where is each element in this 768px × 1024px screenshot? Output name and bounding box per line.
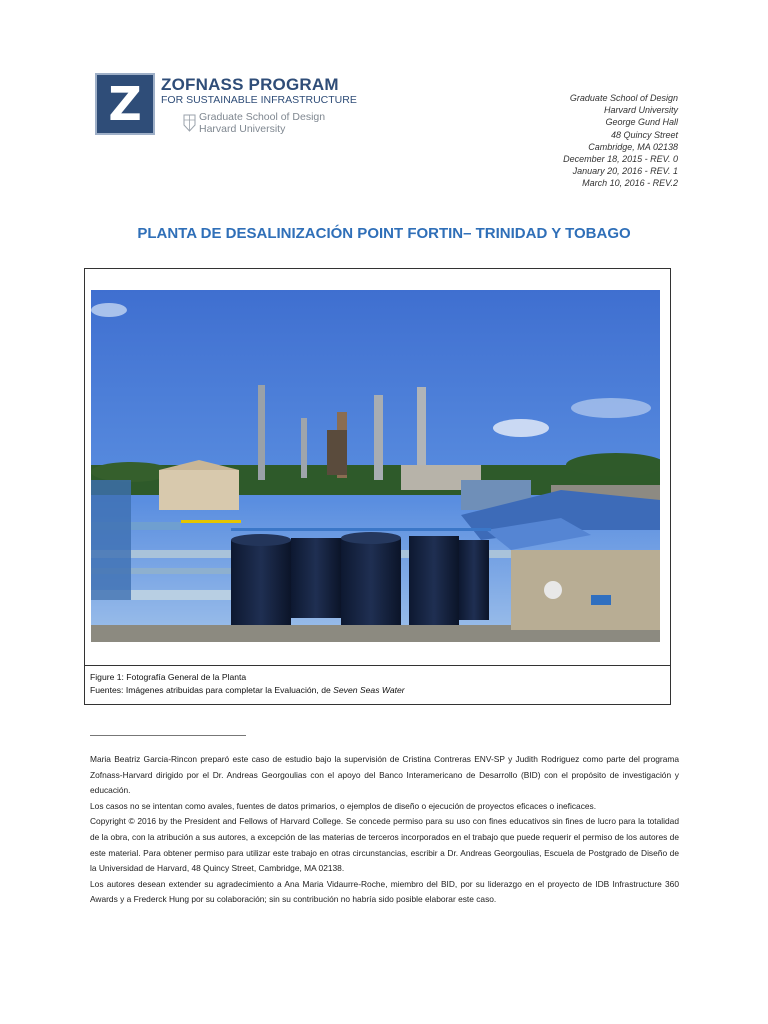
caption-source-prefix: Fuentes: Imágenes atribuidas para completar la Evaluación, de: [90, 685, 334, 695]
address-line: Graduate School of Design: [569, 93, 678, 103]
footnote-rule: [90, 735, 246, 736]
footnote-acknowledgement: Los autores desean extender su agradecimiento a Ana Maria Vidaurre-Roche, miembro del BID, por su liderazgo en el proyecto de IDB Infrastructure 360 Awards y a Frederck Hung por su colaboración; sin su contribución no habría sido posible elaborar este caso.: [90, 878, 679, 905]
gsd-line2: Harvard University: [199, 123, 286, 135]
gsd-text: [199, 111, 325, 135]
logo-title: ZOFNASS PROGRAM: [161, 75, 339, 94]
revision-date: January 20, 2016 - REV. 1: [572, 166, 678, 177]
figure-frame: [84, 268, 671, 705]
gsd-shield-icon: [183, 113, 196, 133]
address-line: Cambridge, MA 02138: [588, 141, 678, 152]
footnotes: [90, 752, 679, 908]
logo-letter: Z: [108, 77, 142, 131]
caption-source-italic: Seven Seas Water: [333, 685, 405, 695]
document-title: PLANTA DE DESALINIZACIÓN POINT FORTIN– TRINIDAD Y TOBAGO: [137, 225, 631, 242]
zofnass-logo: [95, 73, 357, 137]
address-line: George Gund Hall: [605, 117, 678, 128]
footnote-copyright: Copyright © 2016 by the President and Fellows of Harvard College. Se concede permiso para su uso con fines educativos sin fines de lucro para la totalidad de la obra, con la atribución a sus autores, a excepción de las materias de terceros incorporados en el trabajo que puede requerir el permiso de los autores de este material. Para obtener permiso para utilizar este trabajo en otras circunstancias, escribir a Dr. Andreas Georgoulias, Escuela de Postgrado de Diseño de la Universidad de Harvard, 48 Quincy Street, Cambridge, MA 02138.: [90, 816, 679, 874]
logo-subtitle: FOR SUSTAINABLE INFRASTRUCTURE: [161, 94, 357, 106]
address-line: 48 Quincy Street: [610, 129, 678, 140]
caption-line-1: Figure 1: Fotografía General de la Planta: [90, 672, 247, 682]
address-line: Harvard University: [603, 105, 678, 116]
caption-line-2: [90, 684, 405, 697]
plant-photo-illustration: [91, 290, 660, 642]
logo-mark: [95, 73, 155, 135]
footnote-disclaimer: Los casos no se intentan como avales, fuentes de datos primarios, o ejemplos de diseño o ejecución de proyectos eficaces o ineficaces.: [90, 800, 597, 811]
footnote-authors: Maria Beatriz Garcia-Rincon preparó este caso de estudio bajo la supervisión de Cristina Contreras ENV-SP y Judith Rodriguez como parte del programa Zofnass-Harvard dirigido por el Dr. Andreas Georgoulias con el apoyo del Banco Interamericano de Desarrollo (BID) con el propósito de investigación y educación.: [90, 754, 679, 796]
caption-divider: [85, 665, 670, 666]
address-block: [563, 92, 678, 190]
revision-date: March 10, 2016 - REV.2: [582, 178, 678, 189]
figure-caption: [90, 671, 405, 697]
revision-date: December 18, 2015 - REV. 0: [563, 154, 678, 165]
gsd-line1: Graduate School of Design: [199, 111, 326, 123]
plant-photo: [91, 290, 660, 642]
